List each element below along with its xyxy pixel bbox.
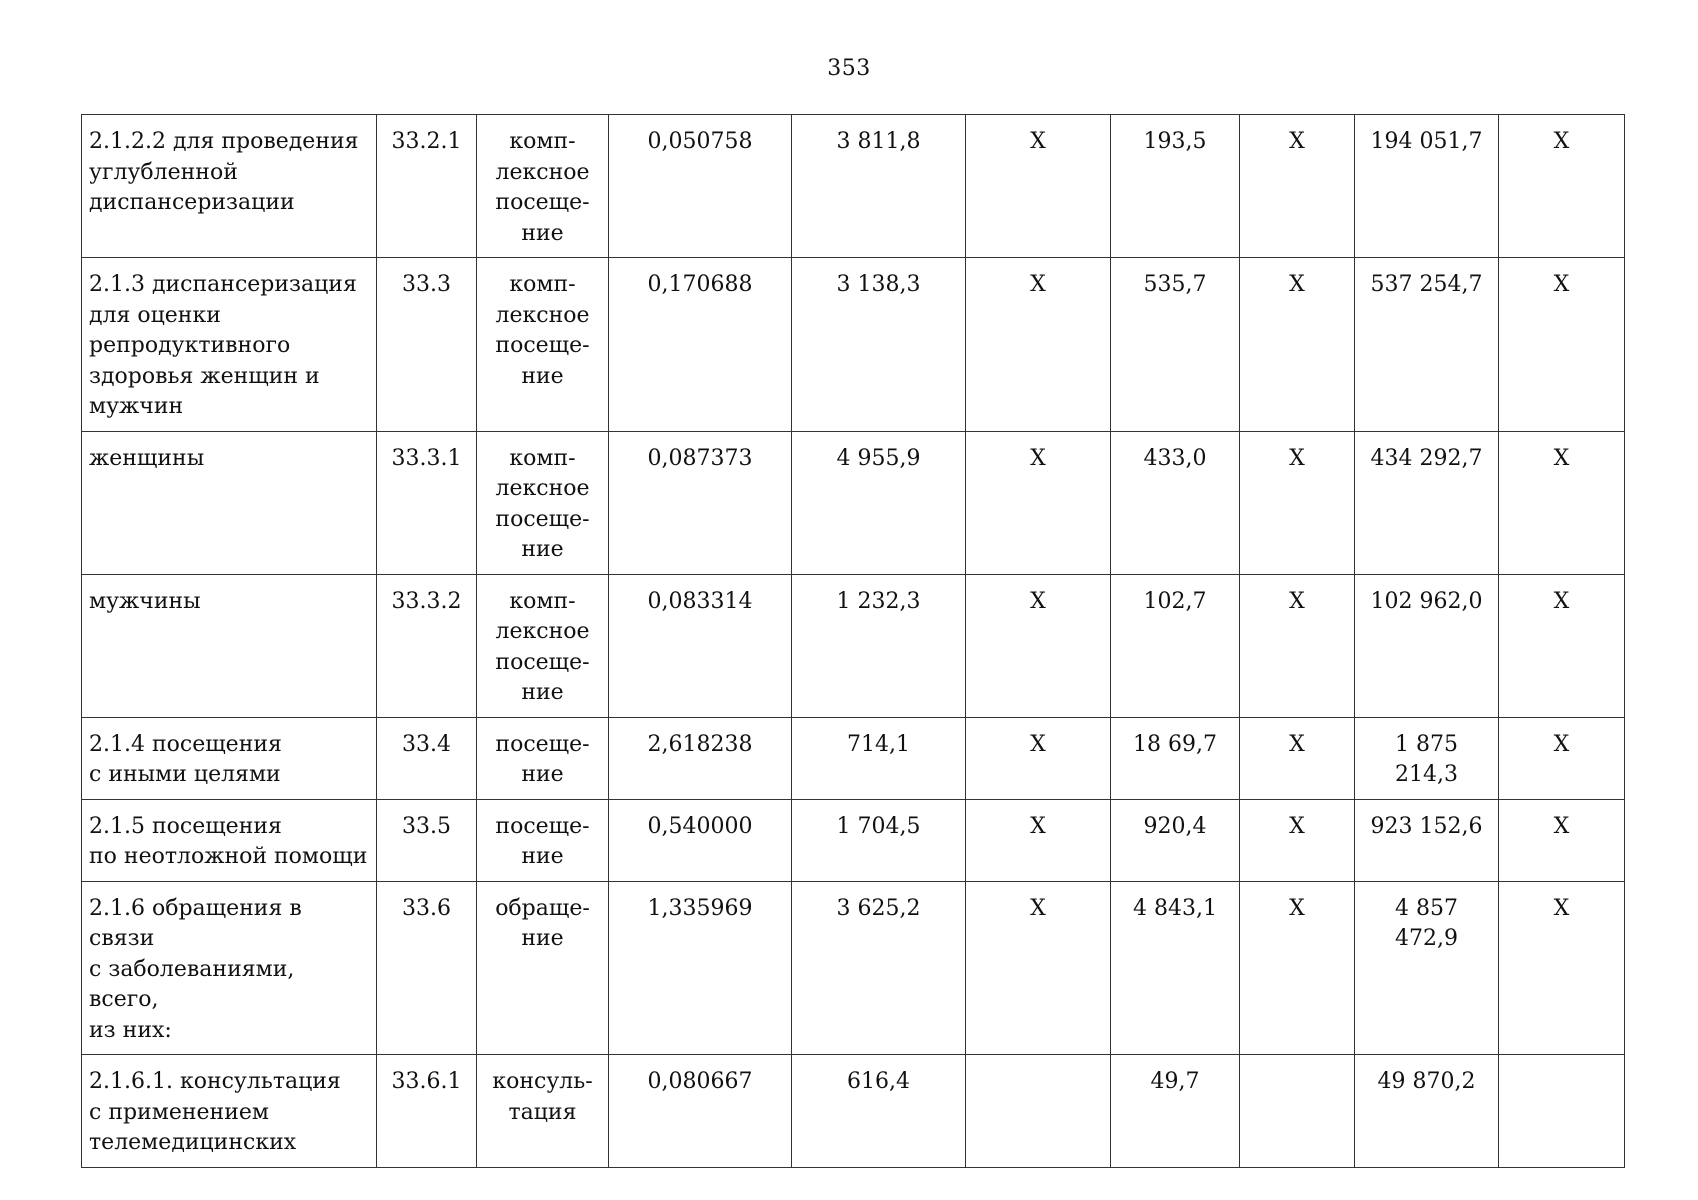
cell-cost: 3 625,2 — [792, 881, 966, 1055]
cell-col6 — [966, 1055, 1111, 1168]
cell-col7: 49,7 — [1111, 1055, 1240, 1168]
cell-col8: X — [1240, 799, 1355, 881]
table-row — [82, 881, 1625, 1055]
cell-code: 33.2.1 — [377, 115, 477, 258]
cell-norm: 2,618238 — [609, 717, 792, 799]
cell-col10: X — [1499, 799, 1625, 881]
cell-unit: консуль- тация — [477, 1055, 609, 1168]
cell-col8: X — [1240, 881, 1355, 1055]
cell-name: мужчины — [82, 574, 377, 717]
cell-unit: посеще- ние — [477, 717, 609, 799]
cell-col6: X — [966, 717, 1111, 799]
cell-col10: X — [1499, 431, 1625, 574]
cell-col8: X — [1240, 717, 1355, 799]
cell-cost: 4 955,9 — [792, 431, 966, 574]
table-row — [82, 431, 1625, 574]
cell-col6: X — [966, 881, 1111, 1055]
cell-cost: 1 232,3 — [792, 574, 966, 717]
cell-col8 — [1240, 1055, 1355, 1168]
cell-unit: обраще- ние — [477, 881, 609, 1055]
cell-name: женщины — [82, 431, 377, 574]
cell-col10: X — [1499, 258, 1625, 432]
cell-col9: 434 292,7 — [1355, 431, 1499, 574]
cell-name: 2.1.6.1. консультация с применением телемедицинских — [82, 1055, 377, 1168]
cell-col9: 194 051,7 — [1355, 115, 1499, 258]
cell-col10: X — [1499, 115, 1625, 258]
cell-norm: 0,170688 — [609, 258, 792, 432]
cell-name: 2.1.6 обращения в связи с заболеваниями, всего, из них: — [82, 881, 377, 1055]
cell-cost: 616,4 — [792, 1055, 966, 1168]
cell-name: 2.1.2.2 для проведения углубленной диспансеризации — [82, 115, 377, 258]
cell-col8: X — [1240, 574, 1355, 717]
cell-col7: 102,7 — [1111, 574, 1240, 717]
cell-unit: комп- лексное посеще- ние — [477, 431, 609, 574]
cell-col6: X — [966, 574, 1111, 717]
cell-cost: 3 811,8 — [792, 115, 966, 258]
cell-col7: 193,5 — [1111, 115, 1240, 258]
table-row — [82, 1055, 1625, 1168]
cell-col7: 920,4 — [1111, 799, 1240, 881]
cell-unit: посеще- ние — [477, 799, 609, 881]
cell-col9: 49 870,2 — [1355, 1055, 1499, 1168]
cell-col6: X — [966, 431, 1111, 574]
cell-unit: комп- лексное посеще- ние — [477, 115, 609, 258]
cell-col7: 18 69,7 — [1111, 717, 1240, 799]
table-row — [82, 574, 1625, 717]
cell-unit: комп- лексное посеще- ние — [477, 574, 609, 717]
cell-col7: 4 843,1 — [1111, 881, 1240, 1055]
cell-name: 2.1.5 посещения по неотложной помощи — [82, 799, 377, 881]
cell-code: 33.6.1 — [377, 1055, 477, 1168]
cell-code: 33.3 — [377, 258, 477, 432]
cell-code: 33.4 — [377, 717, 477, 799]
table-row — [82, 717, 1625, 799]
cell-col8: X — [1240, 431, 1355, 574]
cell-name: 2.1.3 диспансеризация для оценки репродуктивного здоровья женщин и мужчин — [82, 258, 377, 432]
cell-norm: 1,335969 — [609, 881, 792, 1055]
cell-norm: 0,083314 — [609, 574, 792, 717]
cell-col10: X — [1499, 881, 1625, 1055]
data-table — [81, 114, 1625, 1168]
table-row — [82, 258, 1625, 432]
cell-cost: 3 138,3 — [792, 258, 966, 432]
cell-code: 33.3.2 — [377, 574, 477, 717]
cell-col8: X — [1240, 258, 1355, 432]
cell-code: 33.6 — [377, 881, 477, 1055]
table-body — [82, 115, 1625, 1168]
cell-col10 — [1499, 1055, 1625, 1168]
cell-col6: X — [966, 115, 1111, 258]
cell-col6: X — [966, 258, 1111, 432]
cell-col9: 537 254,7 — [1355, 258, 1499, 432]
cell-col9: 923 152,6 — [1355, 799, 1499, 881]
cell-unit: комп- лексное посеще- ние — [477, 258, 609, 432]
cell-col7: 433,0 — [1111, 431, 1240, 574]
cell-code: 33.3.1 — [377, 431, 477, 574]
cell-col9: 4 857 472,9 — [1355, 881, 1499, 1055]
table-row — [82, 799, 1625, 881]
cell-code: 33.5 — [377, 799, 477, 881]
cell-norm: 0,087373 — [609, 431, 792, 574]
cell-col10: X — [1499, 574, 1625, 717]
page-number: 353 — [827, 56, 871, 81]
cell-col9: 1 875 214,3 — [1355, 717, 1499, 799]
cell-cost: 1 704,5 — [792, 799, 966, 881]
cell-name: 2.1.4 посещения с иными целями — [82, 717, 377, 799]
cell-col10: X — [1499, 717, 1625, 799]
cell-col9: 102 962,0 — [1355, 574, 1499, 717]
cell-norm: 0,080667 — [609, 1055, 792, 1168]
cell-col8: X — [1240, 115, 1355, 258]
table-row — [82, 115, 1625, 258]
cell-norm: 0,540000 — [609, 799, 792, 881]
cell-cost: 714,1 — [792, 717, 966, 799]
cell-col6: X — [966, 799, 1111, 881]
cell-col7: 535,7 — [1111, 258, 1240, 432]
cell-norm: 0,050758 — [609, 115, 792, 258]
